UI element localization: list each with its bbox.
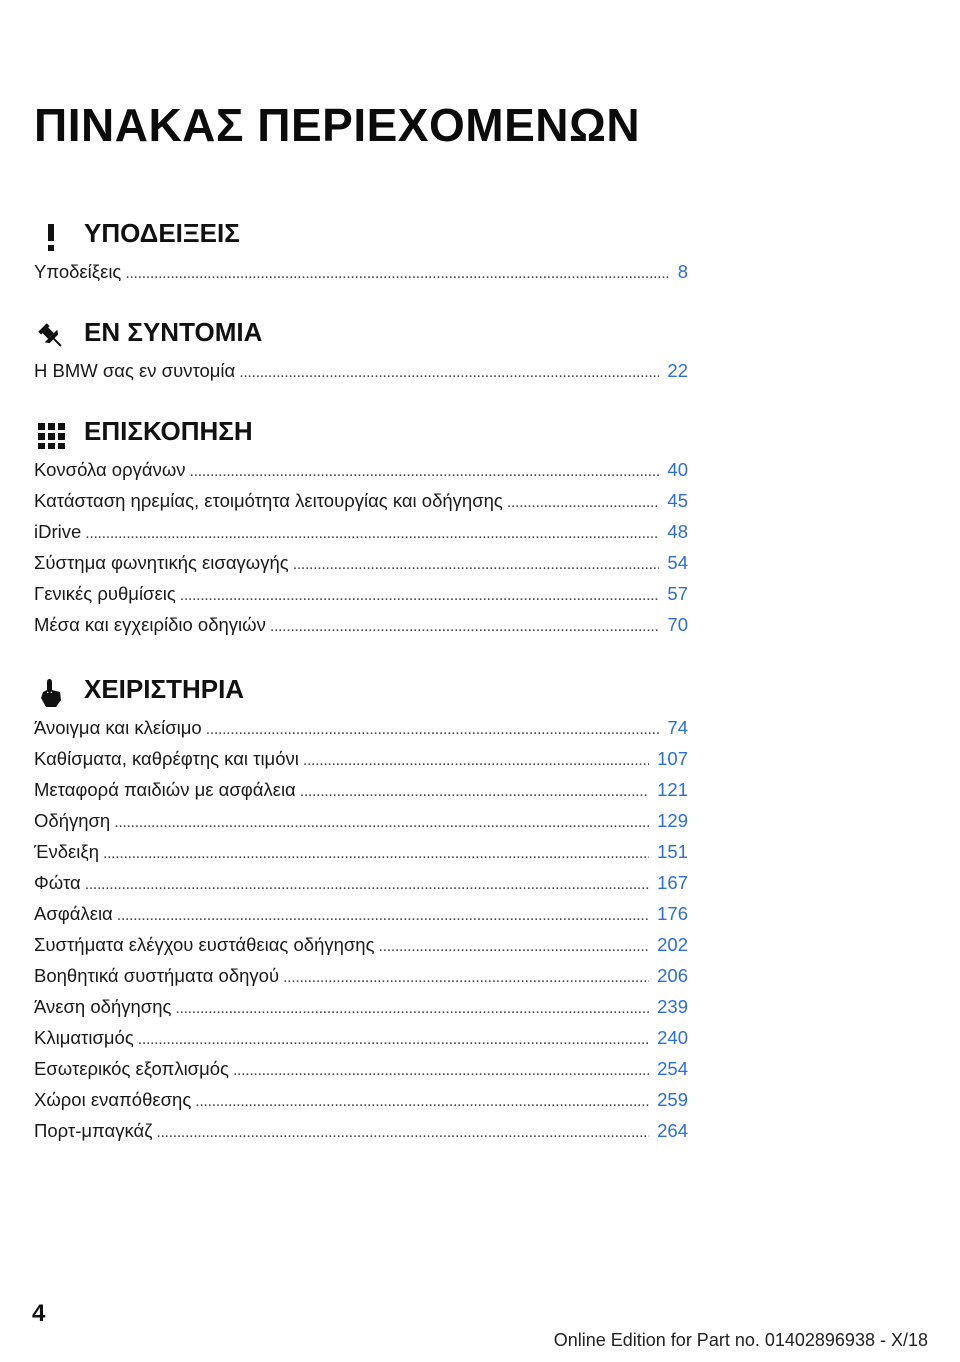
toc-entry-page[interactable]: 264 [657, 1120, 688, 1141]
toc-entry[interactable] [34, 805, 688, 836]
toc-entry[interactable] [34, 256, 688, 287]
toc-entry-page[interactable]: 40 [667, 459, 688, 480]
dot-leader [303, 743, 649, 774]
toc-entry-label: Καθίσματα, καθρέφτης και τιμόνι [34, 748, 299, 769]
toc-entry-page[interactable]: 129 [657, 810, 688, 831]
toc-entry-label: iDrive [34, 521, 82, 542]
dot-leader [125, 256, 669, 287]
toc-entry-page[interactable]: 74 [667, 717, 688, 738]
toc-entry-page[interactable]: 107 [657, 748, 688, 769]
toc-entry-page[interactable]: 45 [667, 490, 688, 511]
toc-entry-label: Σύστημα φωνητικής εισαγωγής [34, 552, 289, 573]
toc-entry-label: Άνοιγμα και κλείσιμο [34, 717, 202, 738]
hand-pointer-icon [34, 678, 68, 708]
toc-entry[interactable] [34, 1115, 688, 1146]
edition-note: Online Edition for Part no. 01402896938 - X/18 [553, 1330, 928, 1350]
toc-entry-label: Εσωτερικός εξοπλισμός [34, 1058, 229, 1079]
toc-entry[interactable] [34, 454, 688, 485]
toc-entry-page[interactable]: 254 [657, 1058, 688, 1079]
toc-entry-label: Γενικές ρυθμίσεις [34, 583, 176, 604]
toc-entry-label: Πορτ-μπαγκάζ [34, 1120, 153, 1141]
toc-entry-page[interactable]: 22 [667, 360, 688, 381]
section-header-notes [34, 214, 688, 256]
dot-leader [175, 991, 649, 1022]
toc-entry[interactable] [34, 867, 688, 898]
toc-entry[interactable] [34, 712, 688, 743]
page-number: 4 [32, 1300, 46, 1327]
toc-entry[interactable] [34, 578, 688, 609]
toc-entry-label: Μέσα και εγχειρίδιο οδηγιών [34, 614, 266, 635]
toc-entry-label: Υποδείξεις [34, 261, 122, 282]
dot-leader [379, 929, 650, 960]
dot-leader [283, 960, 649, 991]
dot-leader [85, 516, 659, 547]
toc-entry[interactable] [34, 929, 688, 960]
section-title: ΕΝ ΣΥΝΤΟΜΙΑ [84, 317, 263, 347]
toc-entry[interactable] [34, 836, 688, 867]
section-title: ΕΠΙΣΚΟΠΗΣΗ [84, 416, 253, 446]
table-of-contents [34, 214, 688, 1146]
toc-entry[interactable] [34, 898, 688, 929]
section-header-controls [34, 670, 688, 712]
toc-entry-page[interactable]: 259 [657, 1089, 688, 1110]
dot-leader [190, 454, 660, 485]
dot-leader [156, 1115, 649, 1146]
toc-entry-page[interactable]: 70 [667, 614, 688, 635]
toc-entry-page[interactable]: 8 [677, 261, 688, 282]
toc-entry-page[interactable]: 206 [657, 965, 688, 986]
section-title: ΥΠΟΔΕΙΞΕΙΣ [84, 218, 240, 248]
toc-entry-label: Χώροι εναπόθεσης [34, 1089, 192, 1110]
dot-leader [103, 836, 649, 867]
toc-entry-label: Άνεση οδήγησης [34, 996, 172, 1017]
toc-entry-label: Ένδειξη [34, 841, 99, 862]
toc-entry[interactable] [34, 547, 688, 578]
toc-entry-label: Κλιματισμός [34, 1027, 134, 1048]
toc-entry-label: Βοηθητικά συστήματα οδηγού [34, 965, 280, 986]
toc-entry[interactable] [34, 485, 688, 516]
dot-leader [233, 1053, 649, 1084]
toc-entry-label: Φώτα [34, 872, 81, 893]
toc-entry[interactable] [34, 1053, 688, 1084]
grid-icon [34, 420, 68, 450]
dot-leader [206, 712, 660, 743]
dot-leader [85, 867, 649, 898]
toc-entry[interactable] [34, 774, 688, 805]
toc-entry-label: Η BMW σας εν συντομία [34, 360, 236, 381]
toc-entry-label: Μεταφορά παιδιών με ασφάλεια [34, 779, 296, 800]
toc-entry-page[interactable]: 167 [657, 872, 688, 893]
toc-entry[interactable] [34, 1022, 688, 1053]
dot-leader [239, 355, 659, 386]
toc-entry[interactable] [34, 355, 688, 386]
toc-entry[interactable] [34, 516, 688, 547]
toc-entry-page[interactable]: 240 [657, 1027, 688, 1048]
toc-entry-label: Κατάσταση ηρεμίας, ετοιμότητα λειτουργίας και οδήγησης [34, 490, 503, 511]
dot-leader [300, 774, 649, 805]
toc-entry-label: Ασφάλεια [34, 903, 113, 924]
toc-entry[interactable] [34, 991, 688, 1022]
toc-entry-page[interactable]: 151 [657, 841, 688, 862]
dot-leader [180, 578, 660, 609]
toc-entry-page[interactable]: 121 [657, 779, 688, 800]
toc-entry-page[interactable]: 57 [667, 583, 688, 604]
toc-entry[interactable] [34, 743, 688, 774]
section-header-overview [34, 412, 688, 454]
toc-entry-page[interactable]: 54 [667, 552, 688, 573]
dot-leader [138, 1022, 649, 1053]
toc-entry-label: Κονσόλα οργάνων [34, 459, 186, 480]
toc-entry[interactable] [34, 960, 688, 991]
toc-entry-label: Συστήματα ελέγχου ευστάθειας οδήγησης [34, 934, 375, 955]
toc-entry-page[interactable]: 48 [667, 521, 688, 542]
pushpin-icon [34, 321, 68, 351]
toc-entry[interactable] [34, 609, 688, 640]
toc-entry[interactable] [34, 1084, 688, 1115]
dot-leader [195, 1084, 649, 1115]
page-title: ΠΙΝΑΚΑΣ ΠΕΡΙΕΧΟΜΕΝΩΝ [34, 99, 641, 151]
dot-leader [270, 609, 660, 640]
dot-leader [114, 805, 649, 836]
dot-leader [117, 898, 649, 929]
toc-entry-page[interactable]: 176 [657, 903, 688, 924]
toc-entry-page[interactable]: 202 [657, 934, 688, 955]
section-header-quick-reference [34, 313, 688, 355]
section-title: ΧΕΙΡΙΣΤΗΡΙΑ [84, 674, 245, 704]
toc-entry-label: Οδήγηση [34, 810, 111, 831]
dot-leader [507, 485, 660, 516]
toc-entry-page[interactable]: 239 [657, 996, 688, 1017]
exclamation-icon [34, 222, 68, 252]
dot-leader [293, 547, 660, 578]
